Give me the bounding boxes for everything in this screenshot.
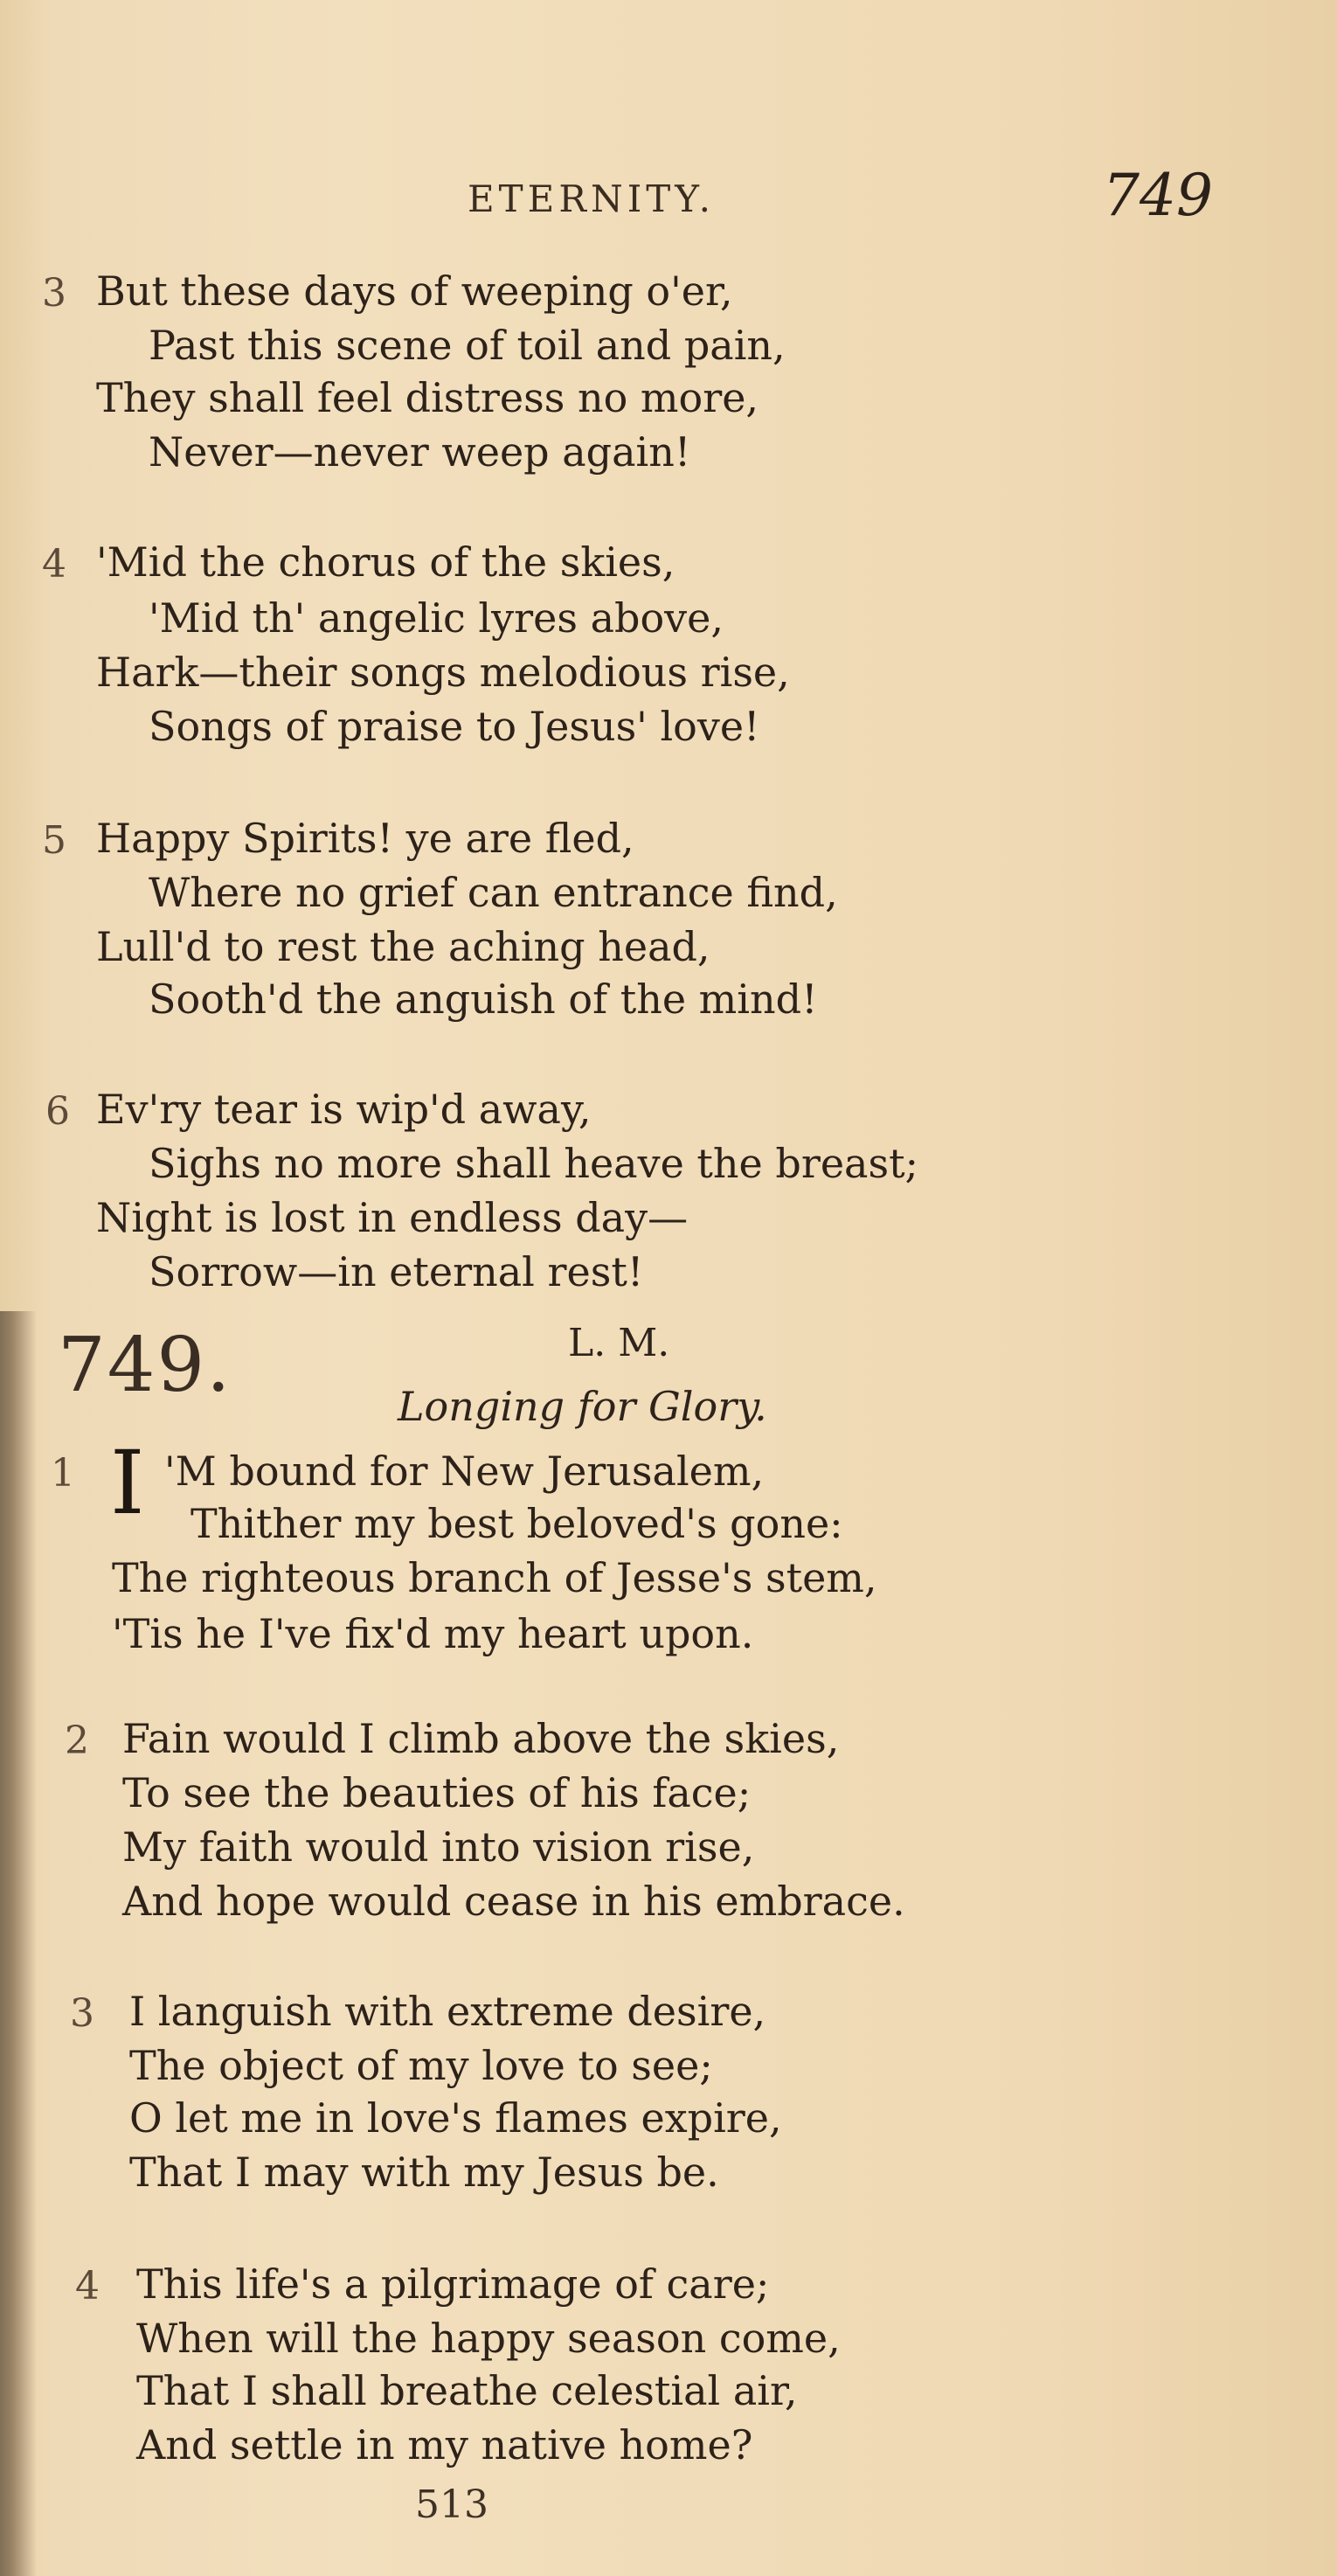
- verse-line: The object of my love to see;: [129, 2042, 713, 2089]
- stanza-number: 4: [42, 542, 66, 587]
- verse-line: This life's a pilgrimage of care;: [136, 2260, 770, 2308]
- verse-line: And hope would cease in his embrace.: [122, 1878, 905, 1925]
- verse-line: And settle in my native home?: [136, 2421, 753, 2468]
- stanza-number: 2: [65, 1718, 89, 1763]
- hymn-number: 749.: [58, 1322, 232, 1409]
- verse-line: Ev'ry tear is wip'd away,: [96, 1086, 592, 1133]
- verse-line: That I shall breathe celestial air,: [136, 2367, 798, 2414]
- verse-line: Where no grief can entrance find,: [149, 869, 838, 916]
- page-spine-shadow: [0, 1311, 37, 2576]
- stanza-number: 3: [42, 271, 66, 316]
- verse-line: Songs of praise to Jesus' love!: [149, 703, 760, 750]
- verse-line: Sooth'd the anguish of the mind!: [149, 976, 818, 1023]
- verse-line: Past this scene of toil and pain,: [149, 322, 786, 369]
- verse-line: 'Tis he I've fix'd my heart upon.: [112, 1610, 754, 1657]
- signature-mark: 513: [415, 2482, 488, 2527]
- page-number: 749: [1103, 162, 1213, 229]
- verse-line: When will the happy season come,: [136, 2315, 841, 2362]
- drop-cap: I: [110, 1432, 145, 1534]
- verse-line: Sighs no more shall heave the breast;: [149, 1140, 919, 1187]
- verse-line: 'M bound for New Jerusalem,: [164, 1448, 765, 1495]
- verse-line: The righteous branch of Jesse's stem,: [112, 1554, 877, 1601]
- stanza-number: 5: [42, 818, 66, 863]
- verse-line: Lull'd to rest the aching head,: [96, 923, 710, 970]
- stanza-number: 3: [70, 1991, 94, 2036]
- stanza-number: 4: [75, 2264, 100, 2309]
- stanza-number: 6: [45, 1089, 70, 1134]
- running-title: ETERNITY.: [468, 177, 715, 220]
- verse-line: That I may with my Jesus be.: [129, 2149, 719, 2196]
- verse-line: Fain would I climb above the skies,: [122, 1715, 840, 1762]
- verse-line: Hark—their songs melodious rise,: [96, 649, 790, 696]
- verse-line: My faith would into vision rise,: [122, 1823, 755, 1871]
- verse-line: I languish with extreme desire,: [129, 1988, 766, 2035]
- verse-line: They shall feel distress no more,: [96, 374, 759, 421]
- hymn-meter: L. M.: [568, 1321, 670, 1365]
- verse-line: Never—never weep again!: [149, 428, 691, 476]
- verse-line: Night is lost in endless day—: [96, 1194, 689, 1241]
- verse-line: But these days of weeping o'er,: [96, 267, 733, 315]
- stanza-number: 1: [51, 1451, 75, 1496]
- hymn-title: Longing for Glory.: [398, 1383, 767, 1430]
- verse-line: Happy Spirits! ye are fled,: [96, 815, 634, 862]
- verse-line: O let me in love's flames expire,: [129, 2094, 782, 2142]
- verse-line: To see the beauties of his face;: [122, 1769, 752, 1816]
- verse-line: 'Mid th' angelic lyres above,: [149, 594, 724, 642]
- verse-line: 'Mid the chorus of the skies,: [96, 538, 675, 586]
- verse-line: Sorrow—in eternal rest!: [149, 1248, 644, 1295]
- verse-line: Thither my best beloved's gone:: [191, 1500, 843, 1547]
